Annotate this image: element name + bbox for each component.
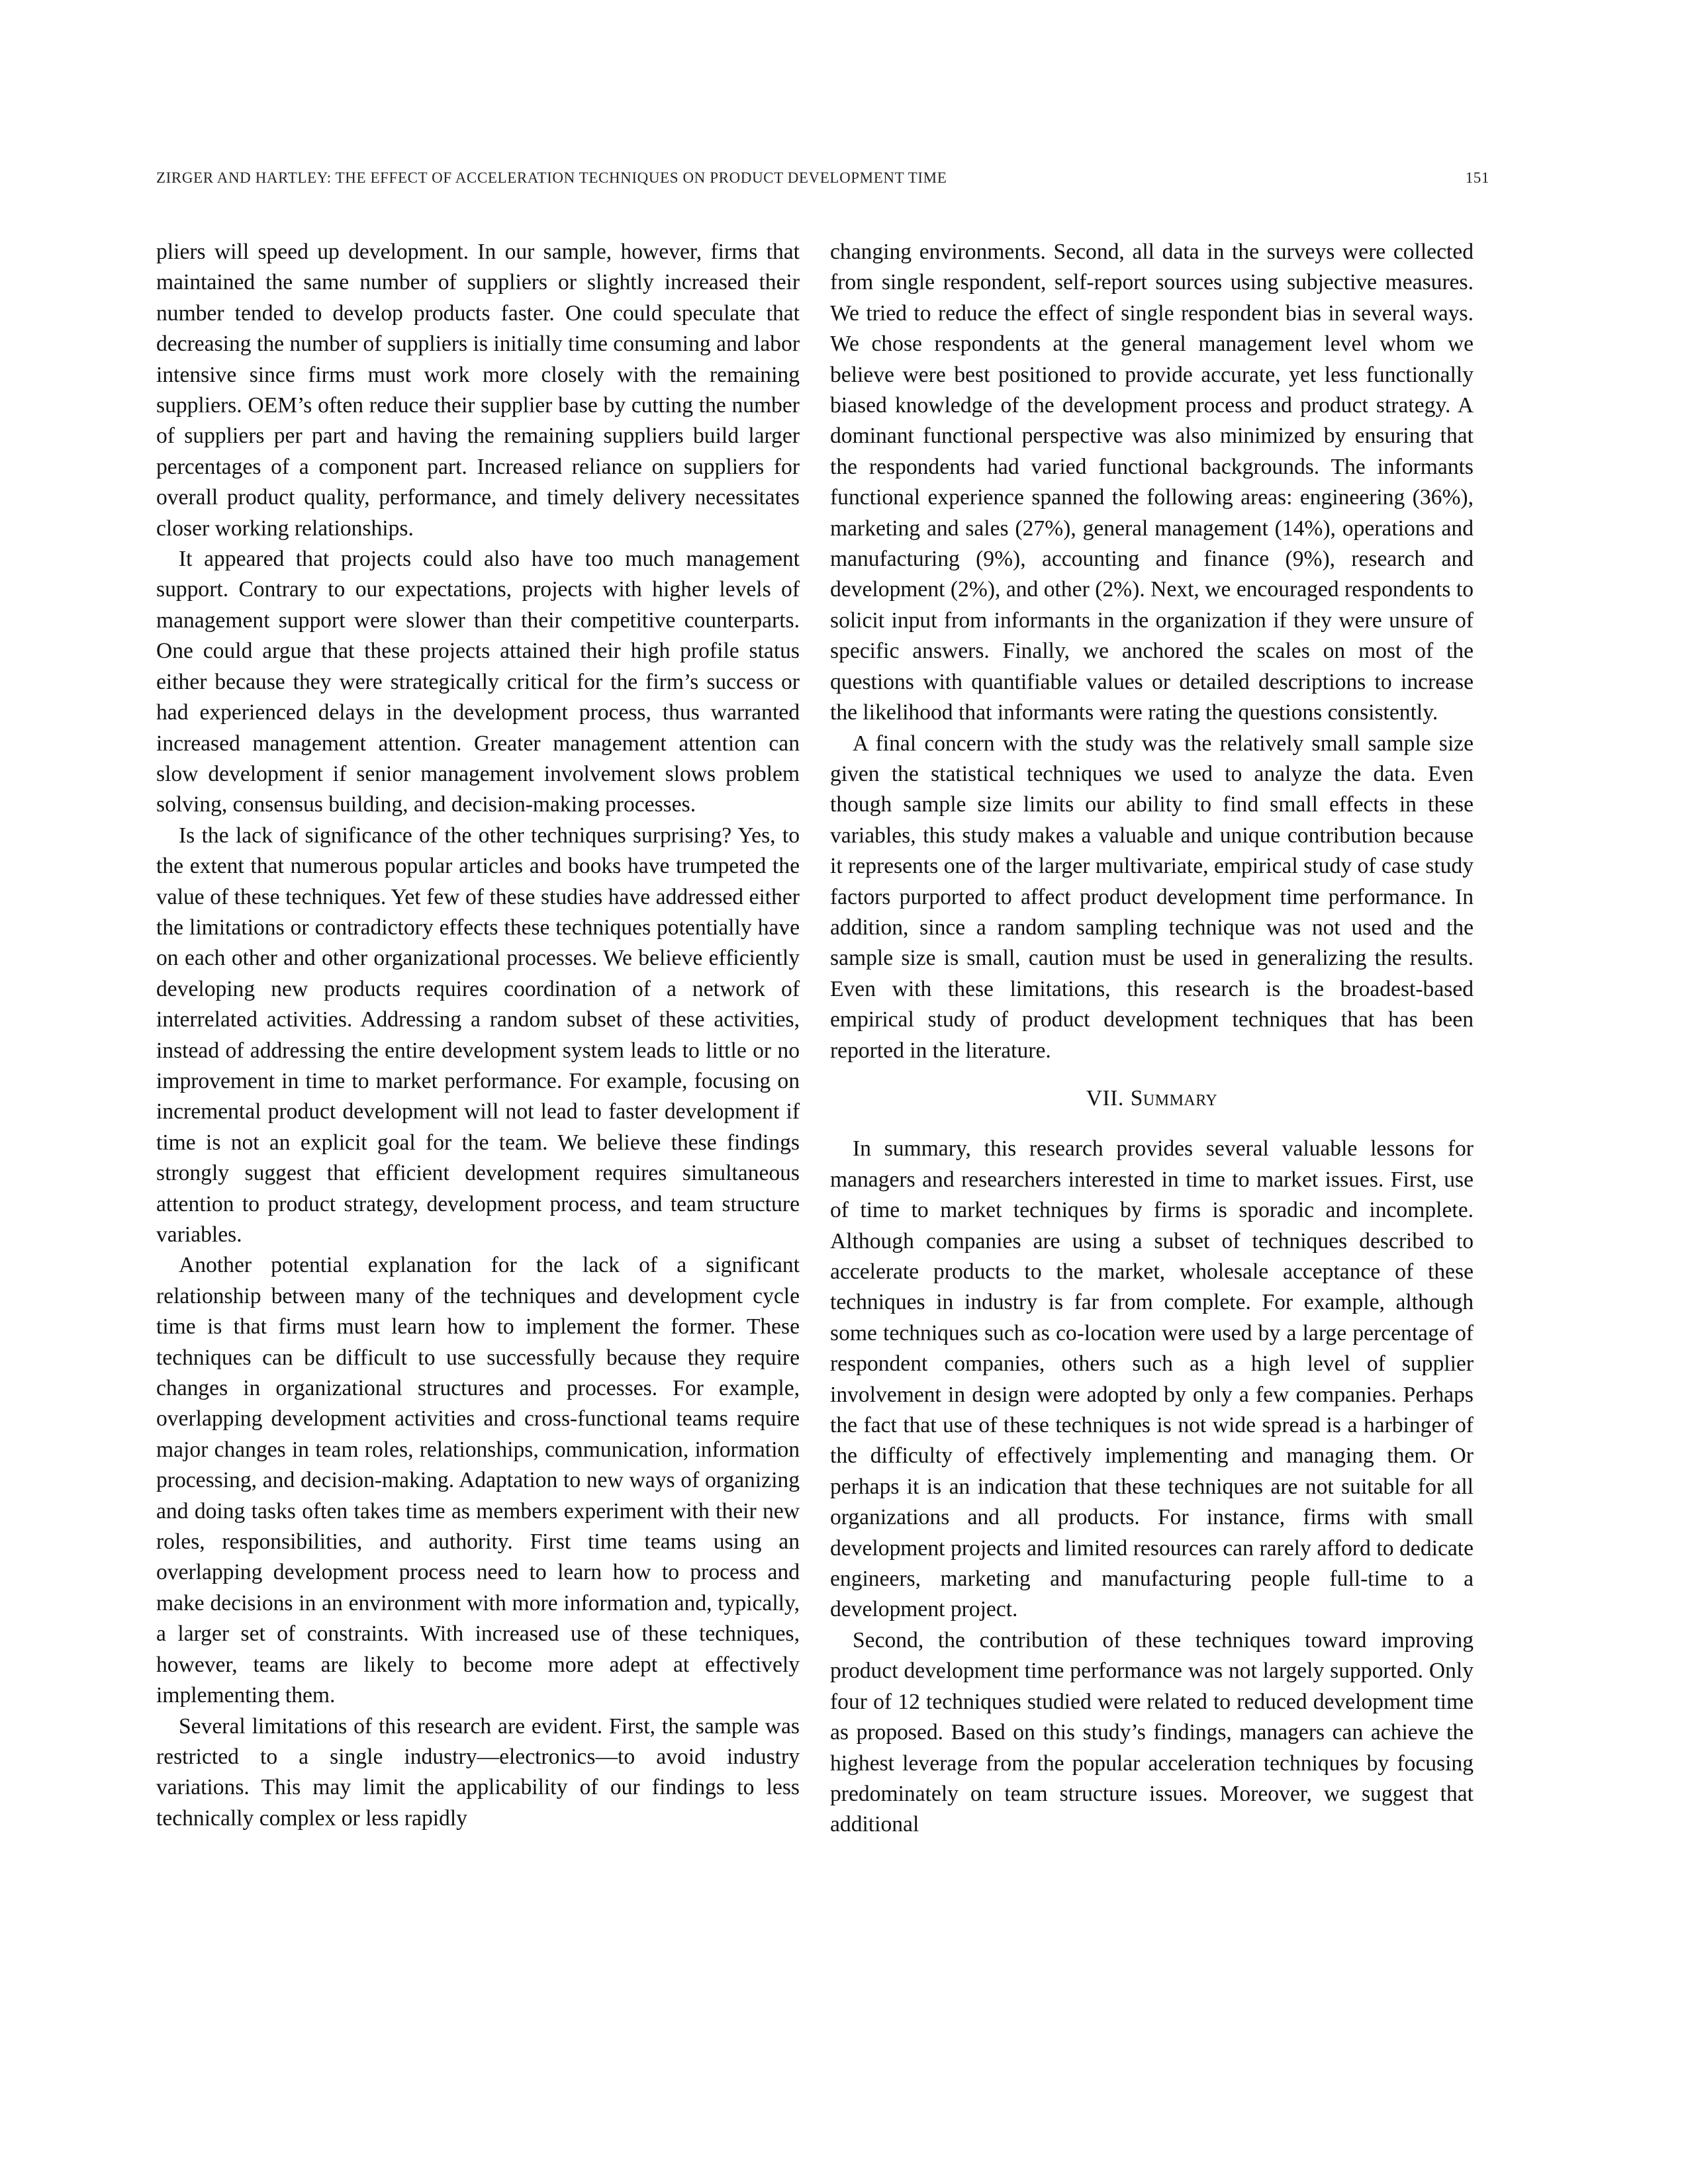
body-paragraph: It appeared that projects could also have too much management support. Contrary to our expectations, projects with higher levels of management support were slower than their competitive counterparts. One could argue that these projects attained their high profile status either because they were strategically critical for the firm’s success or had experienced delays in the development process, thus warranted increased management attention. Greater management attention can slow development if senior management involvement slows problem solving, consensus building, and decision-making processes. [156, 547, 800, 817]
body-paragraph: Second, the contribution of these techniques toward improving product development time performance was not largely supported. Only four of 12 techniques studied were related to reduced development time as proposed. Based on this study’s findings, managers can achieve the highest leverage from the popular acceleration techniques by focusing predominately on team structure issues. Moreover, we suggest that additional [830, 1627, 1474, 1837]
running-title: ZIRGER AND HARTLEY: THE EFFECT OF ACCELERATION TECHNIQUES ON PRODUCT DEVELOPMENT TIME [156, 169, 947, 186]
body-paragraph: A final concern with the study was the relatively small sample size given the statistical techniques we used to analyze the data. Even though sample size limits our ability to find small effects in these variables, this study makes a valuable and unique contribution because it represents one of the larger multivariate, empirical study of case study factors purported to affect product development time performance. In addition, since a random sampling technique was not used and the sample size is small, caution must be used in generalizing the results. Even with these limitations, this research is the broadest-based empirical study of product development techniques that has been reported in the literature. [830, 731, 1474, 1063]
body-paragraph: Is the lack of significance of the other techniques surprising? Yes, to the extent that numerous popular articles and books have trumpeted the value of these techniques. Yet few of these studies have addressed either the limitations or contradictory effects these techniques potentially have on each other and other organizational processes. We believe efficiently developing new products requires coordination of a network of interrelated activities. Addressing a random subset of these activities, instead of addressing the entire development system leads to little or no improvement in time to market performance. For example, focusing on incremental product development will not lead to faster development if time is not an explicit goal for the team. We believe these findings strongly suggest that efficient development requires simultaneous attention to product strategy, development process, and team structure variables. [156, 823, 800, 1247]
right-column [830, 237, 1474, 1841]
section-number: VII. [1086, 1085, 1124, 1111]
running-head [156, 169, 1489, 196]
body-paragraph: pliers will speed up development. In our sample, however, firms that maintained the same number of suppliers or slightly increased their number tended to develop products faster. One could speculate that decreasing the number of suppliers is initially time consuming and labor intensive since firms must work more closely with the remaining suppliers. OEM’s often reduce their supplier base by cutting the number of suppliers per part and having the remaining suppliers build larger percentages of a component part. Increased reliance on suppliers for overall product quality, performance, and timely delivery necessitates closer working relationships. [156, 240, 800, 541]
body-paragraph: Another potential explanation for the lack of a significant relationship between many of the techniques and development cycle time is that firms must learn how to implement the former. These techniques can be difficult to use successfully because they require changes in organizational structures and processes. For example, overlapping development activities and cross-functional teams require major changes in team roles, relationships, communication, information processing, and decision-making. Adaptation to new ways of organizing and doing tasks often takes time as members experiment with their new roles, responsibilities, and authority. First time teams using an overlapping development process need to learn how to process and make decisions in an environment with more information and, typically, a larger set of constraints. With increased use of these techniques, however, teams are likely to become more adept at effectively implementing them. [156, 1253, 800, 1708]
left-column [156, 237, 800, 1834]
section-title: Summary [1130, 1085, 1218, 1111]
body-paragraph: Several limitations of this research are evident. First, the sample was restricted to a single industry—electronics—to avoid industry variations. This may limit the applicability of our findings to less technically complex or less rapidly [156, 1713, 800, 1831]
section-heading [830, 1083, 1474, 1114]
body-paragraph: In summary, this research provides several valuable lessons for managers and researchers interested in time to market issues. First, use of time to market techniques by firms is sporadic and incomplete. Although companies are using a subset of techniques described to accelerate products to the market, wholesale acceptance of these techniques in industry is far from complete. For example, although some techniques such as co-location were used by a large percentage of respondent companies, others such as a high level of supplier involvement in design were adopted by only a few companies. Perhaps the fact that use of these techniques is not wide spread is a harbinger of the difficulty of effectively implementing and managing them. Or perhaps it is an indication that these techniques are not suitable for all organizations and all products. For instance, firms with small development projects and limited resources can rarely afford to dedicate engineers, marketing and manufacturing people full-time to a development project. [830, 1136, 1474, 1622]
page-number: 151 [1465, 169, 1489, 186]
body-paragraph: changing environments. Second, all data in the surveys were collected from single respondent, self-report sources using subjective measures. We tried to reduce the effect of single respondent bias in several ways. We chose respondents at the general management level whom we believe were best positioned to provide accurate, yet less functionally biased knowledge of the development process and product strategy. A dominant functional perspective was also minimized by ensuring that the respondents had varied functional backgrounds. The informants functional experience spanned the following areas: engineering (36%), marketing and sales (27%), general management (14%), operations and manufacturing (9%), accounting and finance (9%), research and development (2%), and other (2%). Next, we encouraged respondents to solicit input from informants in the organization if they were unsure of specific answers. Finally, we anchored the scales on most of the questions with quantifiable values or detailed descriptions to increase the likelihood that informants were rating the questions consistently. [830, 240, 1474, 725]
